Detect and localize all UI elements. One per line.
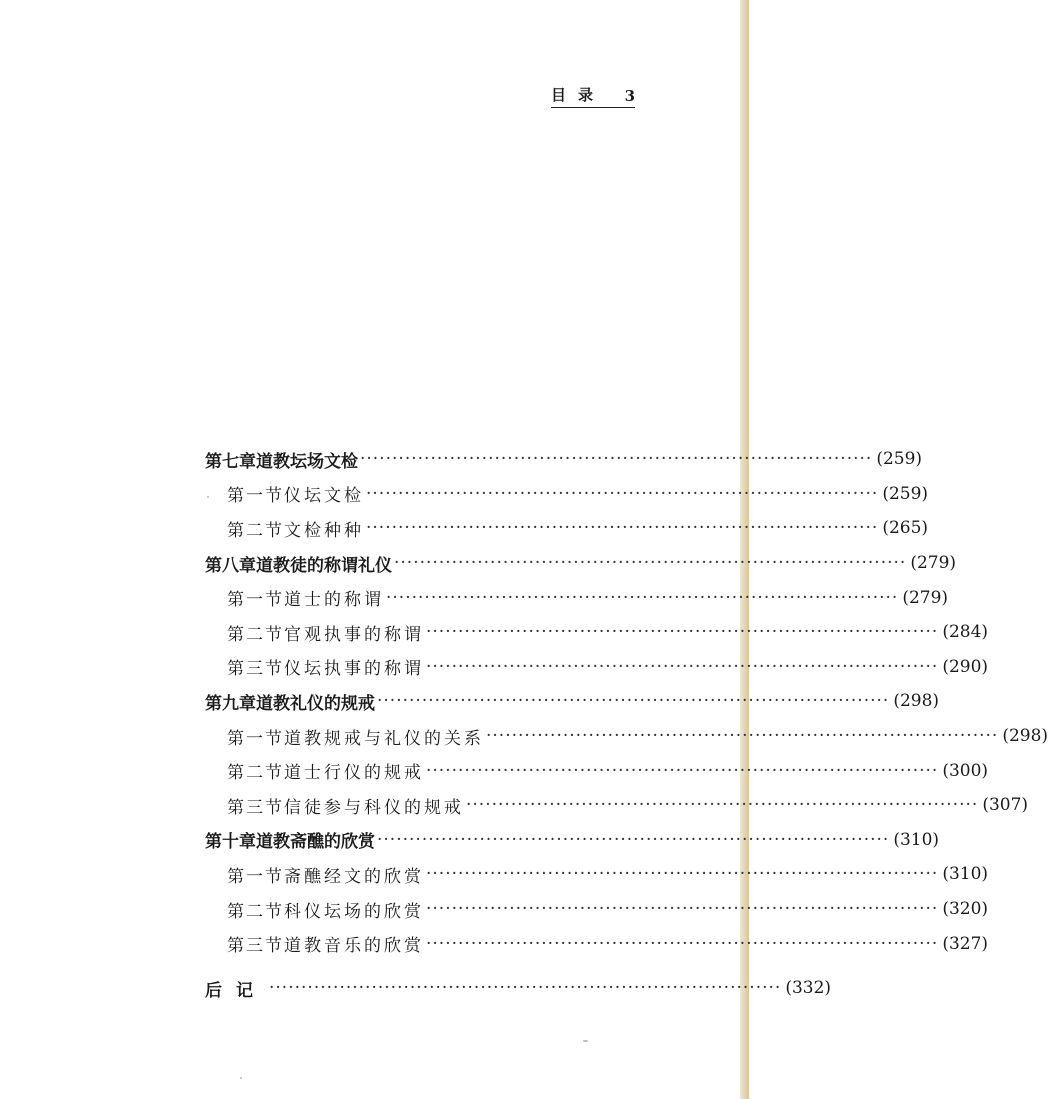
toc-entry-number: 第九章 — [205, 693, 256, 714]
running-header — [551, 84, 635, 108]
dot-leader: ················································································ — [360, 449, 873, 470]
toc-entry-title: 官观执事的称谓 — [284, 624, 424, 645]
toc-entry-page: (332) — [785, 978, 832, 999]
toc-entry-title: 道教音乐的欣赏 — [284, 936, 424, 957]
toc-entry-number: 第一节 — [227, 486, 284, 507]
toc-entry-page: (298) — [1002, 726, 1048, 747]
toc-entry-number: 第三节 — [227, 797, 284, 818]
toc-entry-chapter — [205, 546, 957, 581]
toc-entry-page: (298) — [893, 691, 940, 712]
toc-entry-title: 道士的称谓 — [284, 590, 384, 611]
toc-entry-number: 第二节 — [227, 901, 284, 922]
toc-entry-page: (265) — [882, 518, 929, 539]
toc-entry-page: (307) — [982, 795, 1029, 816]
toc-entry-page: (284) — [942, 622, 989, 643]
toc-entry-number: 第二节 — [227, 624, 284, 645]
toc-entry-section — [205, 857, 989, 892]
table-of-contents — [205, 442, 1048, 1006]
dot-leader: ················································································ — [426, 656, 939, 677]
toc-entry-title: 道教斋醮的欣赏 — [256, 832, 375, 853]
toc-entry-section — [205, 719, 1048, 754]
toc-entry-title: 文检种种 — [284, 520, 364, 541]
toc-entry-chapter — [205, 823, 940, 858]
toc-entry-number: 第一节 — [227, 728, 284, 749]
toc-entry-section — [205, 753, 989, 788]
toc-entry-title: 道教徒的称谓礼仪 — [256, 555, 392, 576]
dot-leader: ················································································ — [394, 553, 907, 574]
dot-leader: ················································································ — [366, 518, 879, 539]
toc-entry-title: 道教坛场文检 — [256, 451, 358, 472]
toc-entry-number: 第一节 — [227, 590, 284, 611]
toc-entry-number: 第二节 — [227, 763, 284, 784]
toc-entry-number: 第三节 — [227, 659, 284, 680]
toc-entry-page: (310) — [942, 864, 989, 885]
toc-entry-title: 仪坛文检 — [284, 486, 364, 507]
toc-entry-title: 信徒参与科仪的规戒 — [284, 797, 464, 818]
header-title: 目录 — [551, 86, 606, 104]
dot-leader: ················································································ — [426, 933, 939, 954]
toc-entry-title: 道士行仪的规戒 — [284, 763, 424, 784]
toc-entry-title: 仪坛执事的称谓 — [284, 659, 424, 680]
toc-entry-number: 第二节 — [227, 520, 284, 541]
toc-entry-number: 第一节 — [227, 866, 284, 887]
toc-entry-chapter — [205, 442, 923, 477]
toc-entry-page: (320) — [942, 899, 989, 920]
toc-entry-page: (279) — [910, 553, 957, 574]
toc-entry-section — [205, 788, 1029, 823]
dot-leader: ················································································ — [426, 899, 939, 920]
toc-entry-afterword — [205, 971, 832, 1006]
dot-leader: ················································································ — [377, 691, 890, 712]
toc-entry-section — [205, 650, 989, 685]
dot-leader: ················································································ — [269, 978, 782, 999]
header-page-number: 3 — [624, 87, 635, 105]
toc-entry-section — [205, 615, 989, 650]
dot-leader: ················································································ — [426, 622, 939, 643]
toc-entry-title: 斋醮经文的欣赏 — [284, 866, 424, 887]
toc-entry-section — [205, 892, 989, 927]
dot-leader: ················································································ — [377, 829, 890, 850]
toc-entry-number: 第三节 — [227, 936, 284, 957]
dot-leader: ················································································ — [386, 587, 899, 608]
toc-entry-section — [205, 580, 949, 615]
toc-entry-number: 后记 — [205, 980, 267, 1001]
toc-entry-chapter — [205, 684, 940, 719]
toc-entry-number: 第八章 — [205, 555, 256, 576]
toc-entry-page: (310) — [893, 829, 940, 850]
toc-entry-title: 道教规戒与礼仪的关系 — [284, 728, 484, 749]
toc-entry-number: 第七章 — [205, 451, 256, 472]
dot-leader: ················································································ — [486, 726, 999, 747]
toc-entry-page: (300) — [942, 760, 989, 781]
toc-entry-title: 科仪坛场的欣赏 — [284, 901, 424, 922]
toc-entry-page: (259) — [876, 449, 923, 470]
paper-speck — [240, 1077, 242, 1079]
toc-entry-section — [205, 926, 989, 961]
toc-entry-section — [205, 511, 929, 546]
toc-entry-page: (279) — [902, 587, 949, 608]
dot-leader: ················································································ — [426, 864, 939, 885]
dot-leader: ················································································ — [466, 795, 979, 816]
toc-entry-page: (259) — [882, 483, 929, 504]
toc-entry-title: 道教礼仪的规戒 — [256, 693, 375, 714]
paper-speck — [583, 1040, 588, 1042]
dot-leader: ················································································ — [366, 483, 879, 504]
toc-entry-page: (327) — [942, 933, 989, 954]
dot-leader: ················································································ — [426, 760, 939, 781]
toc-entry-section — [205, 477, 929, 512]
paper-speck — [207, 496, 209, 498]
toc-entry-number: 第十章 — [205, 832, 256, 853]
toc-entry-page: (290) — [942, 656, 989, 677]
